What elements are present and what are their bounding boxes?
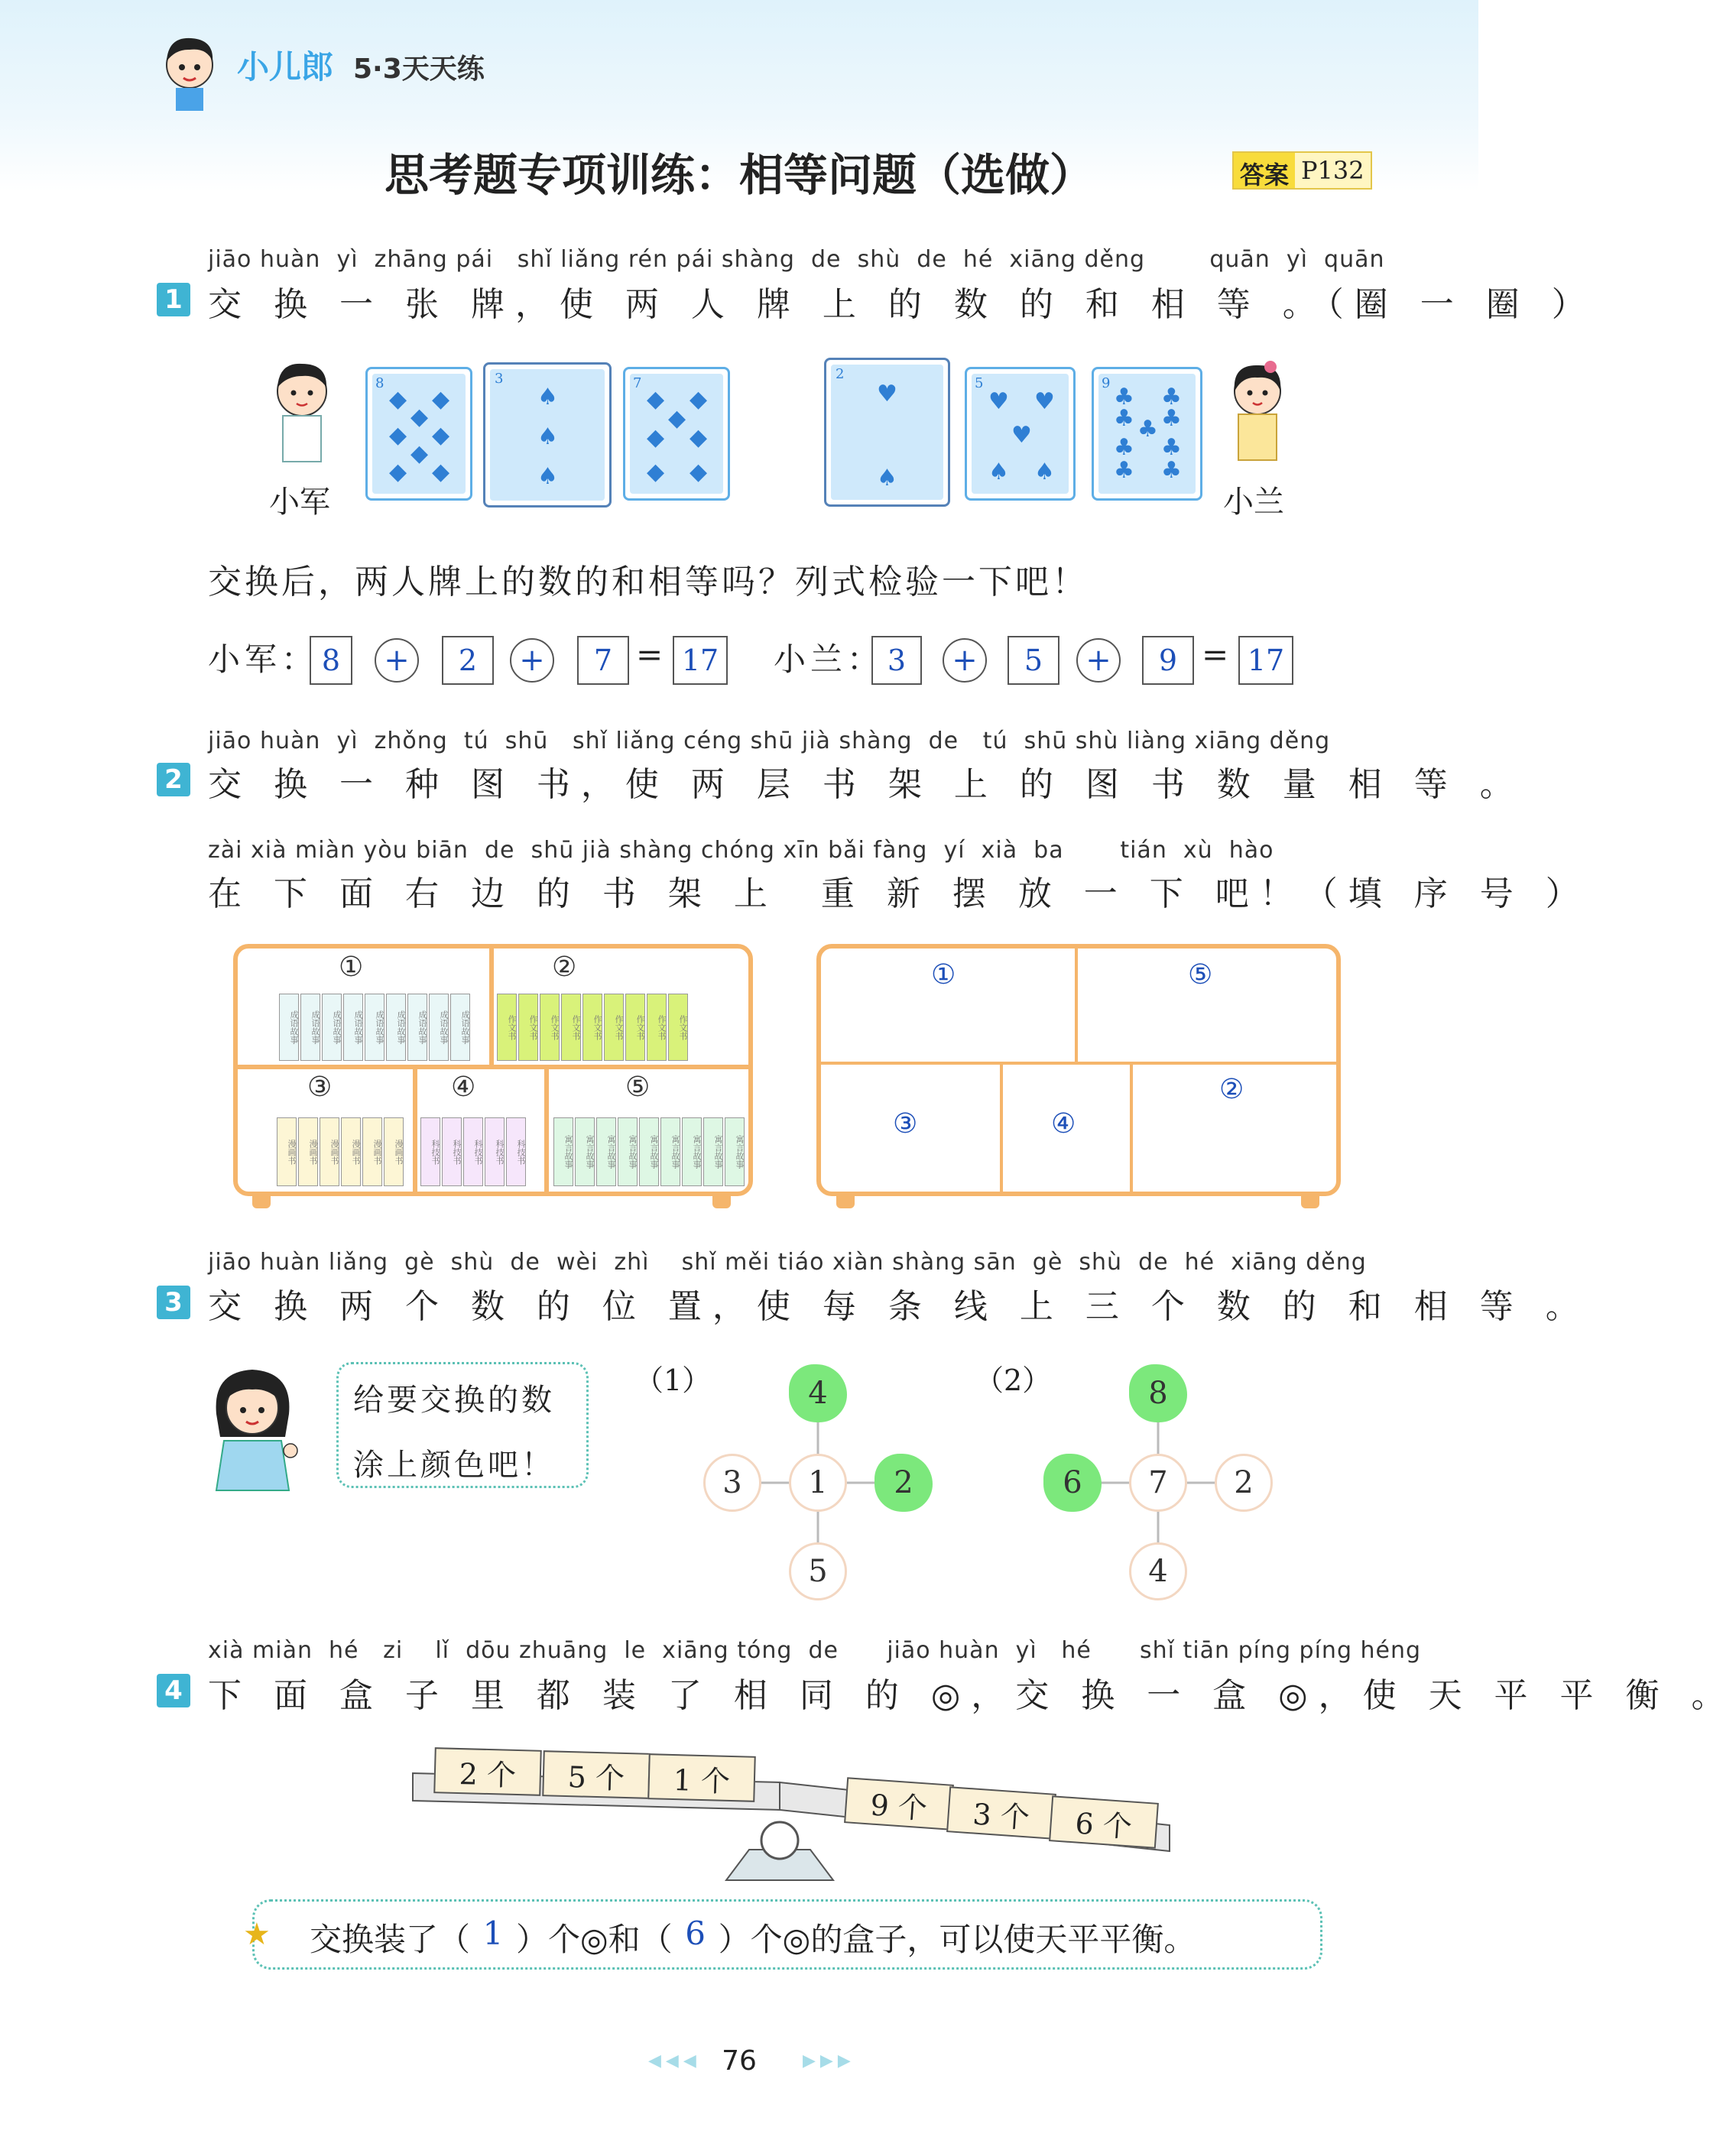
box-left-1[interactable]: 1 个 [647, 1753, 756, 1802]
card-xiaojun-3[interactable]: 3 ♠ ♠ ♠ [483, 362, 612, 507]
q2-pinyin-2: zài xià miàn yòu biān de shū jià shàng chóng xīn bǎi fàng yí xià ba tián xù hào [208, 837, 1274, 864]
book: 寓言故事 [596, 1117, 616, 1186]
xiaojun-figure-icon [268, 353, 336, 483]
book: 作文书 [647, 994, 667, 1061]
box-left-2[interactable]: 2 个 [433, 1747, 542, 1796]
card-xiaolan-5[interactable]: 5 ♥ ♥ ♥ ♠ ♠ [965, 367, 1076, 501]
series-name: 5·3天天练 [353, 54, 485, 85]
box-right-9[interactable]: 9 个 [844, 1777, 954, 1831]
answer-label: 答案 [1234, 153, 1295, 188]
answer-slot-bottom-middle[interactable]: ④ [1051, 1108, 1076, 1140]
bubble-line-1: 给要交换的数 [353, 1383, 555, 1418]
xiaojun-sum[interactable]: 17 [673, 636, 728, 685]
xiaojun-answer-1[interactable]: 8 [310, 636, 352, 685]
q1-number: 1 [157, 283, 190, 316]
puzzle-2-label: （2） [975, 1364, 1052, 1397]
shelf-divider [1130, 1065, 1133, 1192]
xiaolan-answer-3[interactable]: 9 [1142, 636, 1194, 685]
puzzle-1-top-flower[interactable]: 4 [789, 1364, 847, 1422]
answer-blank-1[interactable]: 1 [482, 1915, 504, 1952]
book: 寓言故事 [575, 1117, 595, 1186]
q4-answer-sentence [310, 1915, 1196, 1960]
card-xiaolan-9[interactable]: 9 ♣ ♣ ♣ ♣ ♣ ♣ ♣ ♣ ♣ [1092, 367, 1202, 501]
box-right-3[interactable]: 3 个 [946, 1786, 1056, 1840]
book: 作文书 [625, 994, 645, 1061]
book: 成语故事 [322, 994, 342, 1061]
puzzle-1-bottom-flower[interactable]: 5 [789, 1542, 847, 1600]
book: 成语故事 [343, 994, 363, 1061]
q4-pinyin: xià miàn hé zi lǐ dōu zhuāng le xiāng tóng de jiāo huàn yì hé shǐ tiān píng píng héng [208, 1637, 1422, 1664]
book: 寓言故事 [553, 1117, 573, 1186]
q1-text: 交 换 一 张 牌，使 两 人 牌 上 的 数 的 和 相 等 。（圈 一 圈 ） [208, 285, 1596, 324]
plus-sign-1: + [375, 638, 419, 683]
q3-pinyin: jiāo huàn liǎng gè shù de wèi zhì shǐ měi tiáo xiàn shàng sān gè shù de hé xiāng děng [208, 1249, 1367, 1276]
book: 成语故事 [386, 994, 406, 1061]
answer-slot-top-left[interactable]: ① [931, 959, 956, 991]
q1-pinyin: jiāo huàn yì zhāng pái shǐ liǎng rén pái shàng de shù de hé xiāng děng quān yì quān [208, 246, 1385, 273]
xiaojun-answer-2[interactable]: 2 [442, 636, 494, 685]
q2-number: 2 [157, 763, 190, 796]
card-rank: 8 [375, 375, 385, 391]
puzzle-2-center-flower[interactable]: 7 [1129, 1454, 1187, 1512]
plus-sign-2: + [510, 638, 554, 683]
card-rank: 7 [633, 375, 642, 391]
xiaojun-name: 小军 [269, 485, 330, 520]
shelf-label-2: ② [552, 952, 577, 983]
equals-sign: = [1202, 636, 1229, 673]
answer-suffix: ）个◎的盒子，可以使天平平衡。 [718, 1921, 1196, 1958]
q3-text: 交 换 两 个 数 的 位 置，使 每 条 线 上 三 个 数 的 和 相 等 。 [208, 1287, 1590, 1326]
shelf-label-4: ④ [451, 1072, 476, 1103]
card-rank: 3 [495, 371, 504, 387]
book: 作文书 [497, 994, 517, 1061]
book: 成语故事 [365, 994, 385, 1061]
book: 寓言故事 [703, 1117, 723, 1186]
q2-pinyin-1: jiāo huàn yì zhǒng tú shū shǐ liǎng céng shū jià shàng de tú shū shù liàng xiāng děng [208, 728, 1331, 754]
puzzle-1-center-flower[interactable]: 1 [789, 1454, 847, 1512]
book: 漫画书 [362, 1117, 382, 1186]
shelf-label-5: ⑤ [625, 1072, 651, 1103]
shelf-divider [1000, 1065, 1003, 1192]
shelf-divider [489, 949, 494, 1065]
answer-reference [1232, 151, 1372, 190]
book: 成语故事 [300, 994, 320, 1061]
puzzle-2-bottom-flower[interactable]: 4 [1129, 1542, 1187, 1600]
book: 成语故事 [279, 994, 299, 1061]
right-bookshelf [816, 944, 1341, 1196]
xiaolan-sum[interactable]: 17 [1238, 636, 1293, 685]
card-xiaolan-2[interactable]: 2 ♥ ♠ [824, 358, 950, 507]
brand-logo: 小儿郎 [237, 48, 334, 86]
book: 作文书 [668, 994, 688, 1061]
card-rank: 5 [975, 375, 984, 391]
shelf-leg [252, 1195, 271, 1208]
plus-sign-4: + [1076, 638, 1121, 683]
shelf-leg [836, 1195, 855, 1208]
girl-pointing-icon [205, 1360, 300, 1494]
page-title: 思考题专项训练：相等问题（选做） [384, 149, 1094, 201]
xiaolan-name: 小兰 [1223, 485, 1284, 520]
box-right-6[interactable]: 6 个 [1049, 1795, 1159, 1849]
shelf-divider [821, 1062, 1336, 1065]
answer-prefix: 交换装了（ [310, 1921, 471, 1958]
plus-sign-3: + [943, 638, 987, 683]
puzzle-1-left-flower[interactable]: 3 [703, 1454, 761, 1512]
equals-sign: = [636, 636, 664, 673]
book: 漫画书 [277, 1117, 297, 1186]
book: 科技书 [420, 1117, 440, 1186]
shelf-divider [238, 1065, 748, 1069]
page-number: 76 [722, 2045, 757, 2077]
puzzle-2-left-flower[interactable]: 6 [1043, 1454, 1102, 1512]
book: 科技书 [485, 1117, 505, 1186]
book: 作文书 [582, 994, 602, 1061]
book: 作文书 [540, 994, 560, 1061]
shelf-label-1: ① [339, 952, 364, 983]
shelf-divider [413, 1069, 417, 1192]
book: 作文书 [604, 994, 624, 1061]
book: 成语故事 [450, 994, 470, 1061]
answer-slot-bottom-right[interactable]: ② [1219, 1074, 1244, 1105]
puzzle-2-right-flower[interactable]: 2 [1215, 1454, 1273, 1512]
book: 作文书 [561, 994, 581, 1061]
shelf-leg [1301, 1195, 1319, 1208]
q4-text: 下 面 盒 子 里 都 装 了 相 同 的 ◎，交 换 一 盒 ◎，使 天 平 平 衡 。 [208, 1676, 1736, 1715]
q4-number: 4 [157, 1674, 190, 1707]
box-left-5[interactable]: 5 个 [542, 1750, 651, 1799]
q1-question: 交换后，两人牌上的数的和相等吗？列式检验一下吧！ [208, 563, 1089, 602]
book: 寓言故事 [725, 1117, 745, 1186]
card-xiaojun-8[interactable]: 8 ◆ ◆ ◆ ◆ ◆ ◆ ◆ ◆ [365, 367, 472, 501]
shelf-divider [544, 1069, 549, 1192]
bubble-line-2: 涂上颜色吧！ [353, 1448, 555, 1483]
puzzle-1-right-flower[interactable]: 2 [874, 1454, 933, 1512]
answer-blank-2[interactable]: 6 [685, 1915, 706, 1952]
card-rank: 9 [1102, 375, 1111, 391]
xiaolan-answer-2[interactable]: 5 [1008, 636, 1059, 685]
book: 漫画书 [341, 1117, 361, 1186]
q3-number: 3 [157, 1286, 190, 1319]
book: 寓言故事 [639, 1117, 659, 1186]
right-arrows-icon: ▶▶▶ [803, 2051, 855, 2071]
xiaolan-label: 小兰： [774, 640, 884, 678]
book: 成语故事 [429, 994, 449, 1061]
boy-mascot-icon [153, 31, 226, 115]
book: 寓言故事 [682, 1117, 702, 1186]
answer-middle: ）个◎和（ [516, 1921, 673, 1958]
book: 漫画书 [384, 1117, 404, 1186]
left-arrows-icon: ◀◀◀ [648, 2051, 701, 2071]
puzzle-1-label: （1） [634, 1364, 712, 1397]
xiaolan-figure-icon [1223, 353, 1292, 483]
book: 漫画书 [298, 1117, 318, 1186]
q2-text-1: 交 换 一 种 图 书，使 两 层 书 架 上 的 图 书 数 量 相 等 。 [208, 765, 1524, 804]
book: 科技书 [442, 1117, 462, 1186]
book: 漫画书 [320, 1117, 339, 1186]
shelf-label-3: ③ [307, 1072, 333, 1103]
answer-page: P132 [1295, 153, 1371, 188]
book: 作文书 [518, 994, 538, 1061]
shelf-leg [712, 1195, 731, 1208]
shelf-divider [1075, 949, 1078, 1062]
book: 科技书 [463, 1117, 483, 1186]
answer-slot-top-right[interactable]: ⑤ [1188, 959, 1213, 991]
xiaojun-label: 小军： [208, 640, 319, 678]
answer-slot-bottom-left[interactable]: ③ [893, 1108, 918, 1140]
card-rank: 2 [836, 366, 845, 382]
book: 寓言故事 [660, 1117, 680, 1186]
star-icon: ★ [243, 1917, 271, 1952]
book: 寓言故事 [618, 1117, 638, 1186]
xiaolan-answer-1[interactable]: 3 [871, 636, 922, 685]
q2-text-2: 在 下 面 右 边 的 书 架 上 重 新 摆 放 一 下 吧！（填 序 号 ） [208, 874, 1590, 913]
book: 成语故事 [407, 994, 427, 1061]
xiaojun-answer-3[interactable]: 7 [577, 636, 629, 685]
puzzle-2-top-flower[interactable]: 8 [1129, 1364, 1187, 1422]
book: 科技书 [506, 1117, 526, 1186]
card-xiaojun-7[interactable]: 7 ◆ ◆ ◆ ◆ ◆ ◆ ◆ [623, 367, 730, 501]
